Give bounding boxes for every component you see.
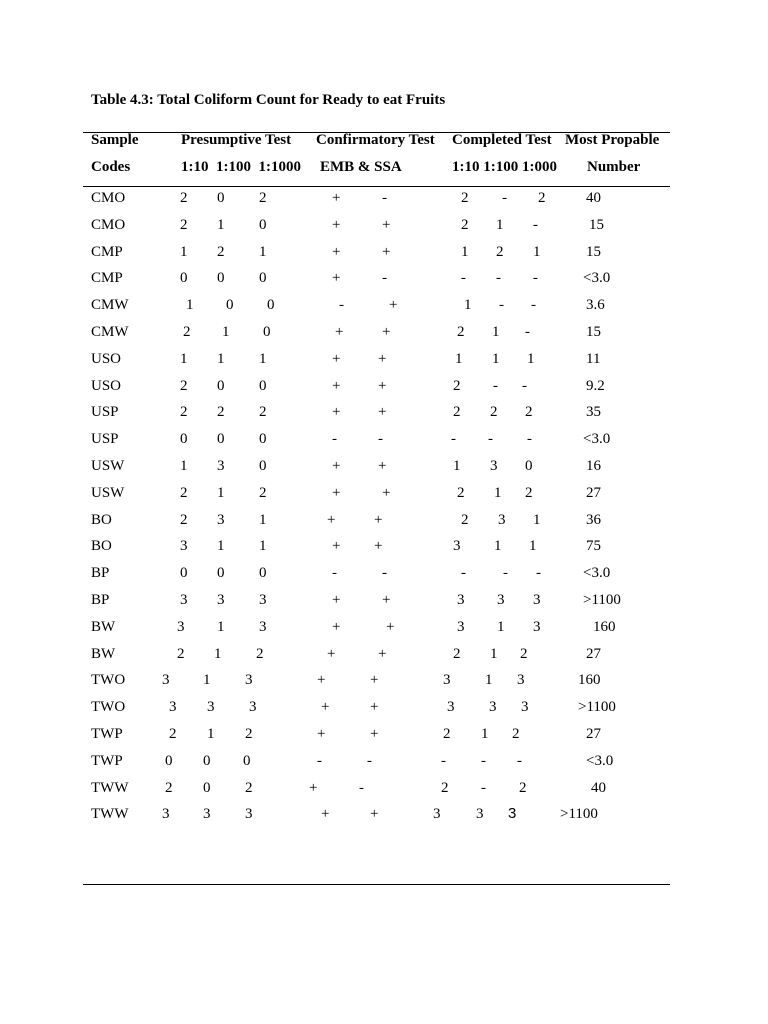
presumptive-1-1000-cell: 1 xyxy=(259,511,267,528)
completed-1-10-cell: 3 xyxy=(453,538,461,555)
presumptive-1-1000-cell: 2 xyxy=(259,404,267,421)
completed-1-000-cell: 3 xyxy=(521,699,529,716)
mpn-cell: 160 xyxy=(578,672,601,689)
completed-1-000-cell: - xyxy=(533,216,538,233)
completed-1-10-cell: 2 xyxy=(461,511,469,528)
presumptive-1-1000-cell: 0 xyxy=(259,270,267,287)
completed-1-10-cell: 1 xyxy=(455,350,463,367)
confirmatory-ssa-cell: + xyxy=(370,726,379,742)
table-header-rule xyxy=(83,186,670,187)
sample-code-cell: BO xyxy=(91,511,112,528)
presumptive-1-1000-cell: 2 xyxy=(245,779,253,796)
presumptive-1-10-cell: 2 xyxy=(165,779,173,796)
completed-1-100-cell: - xyxy=(503,565,508,582)
presumptive-1-1000-cell: 3 xyxy=(245,672,253,689)
completed-1-100-cell: 1 xyxy=(490,645,498,662)
completed-1-000-cell: 2 xyxy=(538,190,546,206)
completed-1-10-cell: - xyxy=(451,431,456,448)
presumptive-1-100-cell: 1 xyxy=(207,726,215,742)
table-row xyxy=(0,617,768,644)
mpn-cell: >1100 xyxy=(578,699,616,716)
confirmatory-emb-cell: + xyxy=(332,377,341,394)
presumptive-1-100-cell: 2 xyxy=(217,404,225,421)
completed-1-000-cell: 1 xyxy=(533,511,541,528)
confirmatory-emb-cell: + xyxy=(332,350,341,367)
sample-code-cell: TWW xyxy=(91,806,129,823)
header-completed-test: Completed Test xyxy=(452,132,552,148)
presumptive-1-10-cell: 2 xyxy=(177,645,185,662)
completed-1-100-cell: - xyxy=(496,270,501,287)
confirmatory-ssa-cell: + xyxy=(382,216,391,233)
presumptive-1-1000-cell: 0 xyxy=(259,565,267,582)
completed-1-000-cell: - xyxy=(517,752,522,769)
completed-1-000-cell: 2 xyxy=(520,645,528,662)
presumptive-1-100-cell: 1 xyxy=(214,645,222,662)
presumptive-1-1000-cell: 3 xyxy=(259,592,267,608)
completed-1-100-cell: - xyxy=(499,297,504,314)
presumptive-1-10-cell: 2 xyxy=(180,190,188,206)
presumptive-1-1000-cell: 2 xyxy=(256,645,264,662)
completed-1-000-cell: 2 xyxy=(525,404,533,421)
sample-code-cell: CMP xyxy=(91,270,123,287)
completed-1-000-cell: 2 xyxy=(525,484,533,501)
table-row xyxy=(0,215,768,242)
completed-1-10-cell: - xyxy=(461,270,466,287)
table-row xyxy=(0,563,768,590)
completed-1-10-cell: 2 xyxy=(457,484,465,501)
completed-1-10-cell: 2 xyxy=(453,645,461,662)
presumptive-1-100-cell: 3 xyxy=(207,699,215,716)
table-row xyxy=(0,376,768,403)
completed-1-000-cell: 3 xyxy=(517,672,525,689)
confirmatory-ssa-cell: + xyxy=(378,458,387,474)
sample-code-cell: CMP xyxy=(91,243,123,260)
table-row xyxy=(0,590,768,617)
presumptive-1-10-cell: 2 xyxy=(180,216,188,233)
header-codes: Codes xyxy=(91,159,131,175)
confirmatory-ssa-cell: + xyxy=(389,297,398,314)
mpn-cell: 75 xyxy=(586,538,601,555)
completed-1-10-cell: 2 xyxy=(441,779,449,796)
completed-1-100-cell: - xyxy=(493,377,498,394)
presumptive-1-1000-cell: 3 xyxy=(249,699,257,716)
presumptive-1-10-cell: 1 xyxy=(180,243,188,260)
presumptive-1-100-cell: 3 xyxy=(217,511,225,528)
confirmatory-ssa-cell: - xyxy=(382,190,387,206)
table-row xyxy=(0,322,768,349)
table-row xyxy=(0,804,768,831)
confirmatory-emb-cell: + xyxy=(309,779,318,796)
presumptive-1-100-cell: 0 xyxy=(203,752,211,769)
confirmatory-ssa-cell: + xyxy=(378,350,387,367)
completed-1-10-cell: 2 xyxy=(457,324,465,340)
confirmatory-ssa-cell: + xyxy=(386,618,395,635)
header-presumptive-dilutions: 1:10 1:100 1:1000 xyxy=(181,159,301,175)
sample-code-cell: USP xyxy=(91,404,119,421)
mpn-cell: 16 xyxy=(586,458,601,474)
table-row xyxy=(0,349,768,376)
completed-1-000-cell: - xyxy=(525,324,530,340)
sample-code-cell: TWW xyxy=(91,779,129,796)
completed-1-000-cell: - xyxy=(533,270,538,287)
completed-1-100-cell: 1 xyxy=(494,484,502,501)
confirmatory-emb-cell: + xyxy=(327,645,336,662)
presumptive-1-1000-cell: 2 xyxy=(259,484,267,501)
mpn-cell: <3.0 xyxy=(586,752,614,769)
completed-1-000-cell: 3 xyxy=(533,618,541,635)
presumptive-1-1000-cell: 1 xyxy=(259,243,267,260)
mpn-cell: 9.2 xyxy=(586,377,605,394)
sample-code-cell: BP xyxy=(91,592,110,608)
completed-1-10-cell: 3 xyxy=(443,672,451,689)
mpn-cell: 36 xyxy=(586,511,601,528)
table-row xyxy=(0,268,768,295)
mpn-cell: <3.0 xyxy=(583,270,611,287)
presumptive-1-1000-cell: 2 xyxy=(259,190,267,206)
table-row xyxy=(0,670,768,697)
sample-code-cell: BW xyxy=(91,645,116,662)
completed-1-000-cell: 3 xyxy=(533,592,541,608)
mpn-cell: 11 xyxy=(586,350,601,367)
confirmatory-emb-cell: + xyxy=(332,216,341,233)
presumptive-1-1000-cell: 0 xyxy=(259,377,267,394)
sample-code-cell: CMO xyxy=(91,190,126,206)
confirmatory-ssa-cell: - xyxy=(378,431,383,448)
presumptive-1-100-cell: 1 xyxy=(222,324,230,340)
completed-1-10-cell: 3 xyxy=(447,699,455,716)
presumptive-1-10-cell: 1 xyxy=(180,350,188,367)
confirmatory-emb-cell: - xyxy=(332,431,337,448)
presumptive-1-100-cell: 0 xyxy=(217,431,225,448)
table-row xyxy=(0,188,768,215)
completed-1-100-cell: 3 xyxy=(490,458,498,474)
confirmatory-ssa-cell: + xyxy=(378,404,387,421)
confirmatory-emb-cell: - xyxy=(317,752,322,769)
mpn-cell: <3.0 xyxy=(583,431,611,448)
presumptive-1-10-cell: 3 xyxy=(169,699,177,716)
completed-1-000-cell: 1 xyxy=(527,350,535,367)
table-row xyxy=(0,510,768,537)
sample-code-cell: USW xyxy=(91,484,125,501)
presumptive-1-10-cell: 2 xyxy=(180,511,188,528)
completed-1-000-cell: - xyxy=(536,565,541,582)
confirmatory-emb-cell: + xyxy=(332,592,341,608)
completed-1-100-cell: - xyxy=(488,431,493,448)
confirmatory-emb-cell: + xyxy=(332,243,341,260)
confirmatory-ssa-cell: + xyxy=(382,484,391,501)
presumptive-1-100-cell: 0 xyxy=(217,565,225,582)
header-presumptive-test: Presumptive Test xyxy=(181,132,292,148)
completed-1-000-cell: - xyxy=(527,431,532,448)
table-row xyxy=(0,697,768,724)
confirmatory-emb-cell: + xyxy=(321,806,330,823)
confirmatory-ssa-cell: + xyxy=(370,699,379,716)
confirmatory-emb-cell: + xyxy=(327,511,336,528)
presumptive-1-10-cell: 0 xyxy=(180,565,188,582)
presumptive-1-10-cell: 2 xyxy=(180,404,188,421)
mpn-cell: 160 xyxy=(593,618,616,635)
confirmatory-emb-cell: + xyxy=(332,190,341,206)
mpn-cell: 35 xyxy=(586,404,601,421)
completed-1-10-cell: 2 xyxy=(461,190,469,206)
sample-code-cell: USO xyxy=(91,377,122,394)
completed-1-100-cell: 1 xyxy=(497,618,505,635)
presumptive-1-1000-cell: 0 xyxy=(259,216,267,233)
completed-1-000-cell: 2 xyxy=(519,779,527,796)
confirmatory-ssa-cell: - xyxy=(382,270,387,287)
presumptive-1-100-cell: 2 xyxy=(217,243,225,260)
completed-1-100-cell: - xyxy=(502,190,507,206)
confirmatory-ssa-cell: + xyxy=(378,645,387,662)
completed-1-100-cell: 2 xyxy=(496,243,504,260)
presumptive-1-100-cell: 1 xyxy=(217,618,225,635)
presumptive-1-1000-cell: 0 xyxy=(263,324,271,340)
table-row xyxy=(0,751,768,778)
presumptive-1-10-cell: 3 xyxy=(180,538,188,555)
completed-1-10-cell: 3 xyxy=(457,592,465,608)
confirmatory-emb-cell: + xyxy=(332,484,341,501)
completed-1-100-cell: 1 xyxy=(492,350,500,367)
mpn-cell: 27 xyxy=(586,726,601,742)
presumptive-1-1000-cell: 0 xyxy=(259,458,267,474)
completed-1-100-cell: 3 xyxy=(489,699,497,716)
confirmatory-emb-cell: + xyxy=(332,270,341,287)
confirmatory-ssa-cell: - xyxy=(382,565,387,582)
presumptive-1-10-cell: 2 xyxy=(180,484,188,501)
presumptive-1-10-cell: 2 xyxy=(180,377,188,394)
mpn-cell: 40 xyxy=(586,190,601,206)
sample-code-cell: TWO xyxy=(91,699,126,716)
table-row xyxy=(0,778,768,805)
presumptive-1-1000-cell: 0 xyxy=(243,752,251,769)
completed-1-10-cell: 1 xyxy=(453,458,461,474)
completed-1-000-cell: 1 xyxy=(529,538,537,555)
mpn-cell: 15 xyxy=(586,324,601,340)
completed-1-100-cell: 1 xyxy=(481,726,489,742)
presumptive-1-1000-cell: 2 xyxy=(245,726,253,742)
sample-code-cell: BP xyxy=(91,565,110,582)
confirmatory-emb-cell: - xyxy=(332,565,337,582)
completed-1-100-cell: - xyxy=(481,752,486,769)
presumptive-1-100-cell: 0 xyxy=(203,779,211,796)
table-row xyxy=(0,536,768,563)
mpn-cell: >1100 xyxy=(560,806,598,823)
confirmatory-ssa-cell: + xyxy=(370,806,379,823)
completed-1-10-cell: 2 xyxy=(443,726,451,742)
presumptive-1-10-cell: 1 xyxy=(180,458,188,474)
confirmatory-ssa-cell: + xyxy=(374,538,383,555)
completed-1-100-cell: 1 xyxy=(485,672,493,689)
header-sample: Sample xyxy=(91,132,139,148)
confirmatory-ssa-cell: + xyxy=(378,377,387,394)
completed-1-000-cell: - xyxy=(531,297,536,314)
sample-code-cell: USO xyxy=(91,350,122,367)
completed-1-100-cell: 1 xyxy=(496,216,504,233)
mpn-cell: 27 xyxy=(586,645,601,662)
confirmatory-emb-cell: + xyxy=(317,726,326,742)
sample-code-cell: TWP xyxy=(91,726,123,742)
mpn-cell: >1100 xyxy=(583,592,621,608)
header-completed-dilutions: 1:10 1:100 1:000 xyxy=(452,159,557,175)
presumptive-1-100-cell: 1 xyxy=(203,672,211,689)
completed-1-100-cell: 1 xyxy=(492,324,500,340)
presumptive-1-100-cell: 1 xyxy=(217,538,225,555)
table-row xyxy=(0,295,768,322)
presumptive-1-1000-cell: 0 xyxy=(267,297,275,314)
sample-code-cell: BO xyxy=(91,538,112,555)
sample-code-cell: TWO xyxy=(91,672,126,689)
table-row xyxy=(0,483,768,510)
presumptive-1-1000-cell: 1 xyxy=(259,538,267,555)
presumptive-1-100-cell: 0 xyxy=(217,270,225,287)
header-number: Number xyxy=(587,159,641,175)
completed-1-10-cell: 3 xyxy=(457,618,465,635)
completed-1-10-cell: 1 xyxy=(464,297,472,314)
confirmatory-ssa-cell: - xyxy=(367,752,372,769)
header-confirmatory-media: EMB & SSA xyxy=(320,159,402,175)
table-row xyxy=(0,402,768,429)
completed-1-10-cell: - xyxy=(461,565,466,582)
presumptive-1-10-cell: 0 xyxy=(180,270,188,287)
confirmatory-ssa-cell: + xyxy=(374,511,383,528)
confirmatory-emb-cell: + xyxy=(332,404,341,421)
presumptive-1-100-cell: 3 xyxy=(217,458,225,474)
completed-1-100-cell: - xyxy=(481,779,486,796)
header-most-probable: Most Propable xyxy=(565,132,660,148)
table-caption: Table 4.3: Total Coliform Count for Ready to eat Fruits xyxy=(91,92,446,108)
presumptive-1-10-cell: 3 xyxy=(180,592,188,608)
completed-1-10-cell: 2 xyxy=(461,216,469,233)
sample-code-cell: CMO xyxy=(91,216,126,233)
completed-1-10-cell: 1 xyxy=(461,243,469,260)
confirmatory-ssa-cell: + xyxy=(370,672,379,689)
confirmatory-emb-cell: - xyxy=(339,297,344,314)
confirmatory-emb-cell: + xyxy=(332,458,341,474)
table-row xyxy=(0,242,768,269)
completed-1-000-cell: 1 xyxy=(533,243,541,260)
presumptive-1-100-cell: 0 xyxy=(217,377,225,394)
confirmatory-ssa-cell: + xyxy=(382,243,391,260)
presumptive-1-100-cell: 1 xyxy=(217,484,225,501)
sample-code-cell: USW xyxy=(91,458,125,474)
mpn-cell: 15 xyxy=(586,243,601,260)
presumptive-1-10-cell: 1 xyxy=(186,297,194,314)
presumptive-1-100-cell: 3 xyxy=(203,806,211,823)
mpn-cell: 3.6 xyxy=(586,297,605,314)
presumptive-1-10-cell: 3 xyxy=(162,806,170,823)
presumptive-1-100-cell: 1 xyxy=(217,216,225,233)
presumptive-1-10-cell: 2 xyxy=(169,726,177,742)
completed-1-100-cell: 1 xyxy=(494,538,502,555)
presumptive-1-10-cell: 2 xyxy=(183,324,191,340)
presumptive-1-1000-cell: 1 xyxy=(259,350,267,367)
completed-1-100-cell: 3 xyxy=(476,806,484,823)
presumptive-1-10-cell: 3 xyxy=(162,672,170,689)
mpn-cell: 15 xyxy=(589,216,604,233)
confirmatory-ssa-cell: + xyxy=(382,592,391,608)
completed-1-100-cell: 2 xyxy=(490,404,498,421)
sample-code-cell: TWP xyxy=(91,752,123,769)
confirmatory-emb-cell: + xyxy=(332,618,341,635)
confirmatory-emb-cell: + xyxy=(317,672,326,689)
completed-1-000-cell: - xyxy=(522,377,527,394)
mpn-cell: <3.0 xyxy=(583,565,611,582)
presumptive-1-100-cell: 0 xyxy=(217,190,225,206)
table-row xyxy=(0,429,768,456)
confirmatory-emb-cell: + xyxy=(335,324,344,340)
confirmatory-ssa-cell: - xyxy=(359,779,364,796)
confirmatory-emb-cell: + xyxy=(321,699,330,716)
completed-1-10-cell: 2 xyxy=(453,377,461,394)
completed-1-100-cell: 3 xyxy=(498,511,506,528)
table-bottom-rule xyxy=(83,884,670,885)
completed-1-100-cell: 3 xyxy=(497,592,505,608)
sample-code-cell: USP xyxy=(91,431,119,448)
mpn-cell: 40 xyxy=(591,779,606,796)
presumptive-1-1000-cell: 0 xyxy=(259,431,267,448)
presumptive-1-1000-cell: 3 xyxy=(259,618,267,635)
confirmatory-emb-cell: + xyxy=(332,538,341,555)
completed-1-10-cell: 2 xyxy=(453,404,461,421)
sample-code-cell: BW xyxy=(91,618,116,635)
presumptive-1-1000-cell: 3 xyxy=(245,806,253,823)
table-row xyxy=(0,724,768,751)
mpn-cell: 27 xyxy=(586,484,601,501)
presumptive-1-10-cell: 3 xyxy=(177,618,185,635)
completed-1-000-cell: 2 xyxy=(512,726,520,742)
presumptive-1-100-cell: 3 xyxy=(217,592,225,608)
completed-1-10-cell: 3 xyxy=(433,806,441,823)
sample-code-cell: CMW xyxy=(91,324,129,340)
confirmatory-ssa-cell: + xyxy=(382,324,391,340)
completed-1-10-cell: - xyxy=(441,752,446,769)
presumptive-1-10-cell: 0 xyxy=(165,752,173,769)
presumptive-1-10-cell: 0 xyxy=(180,431,188,448)
presumptive-1-100-cell: 0 xyxy=(226,297,234,314)
completed-1-000-cell: 3 xyxy=(508,805,517,823)
header-confirmatory-test: Confirmatory Test xyxy=(316,132,435,148)
sample-code-cell: CMW xyxy=(91,297,129,314)
table-row xyxy=(0,456,768,483)
presumptive-1-100-cell: 1 xyxy=(217,350,225,367)
table-row xyxy=(0,644,768,671)
completed-1-000-cell: 0 xyxy=(525,458,533,474)
